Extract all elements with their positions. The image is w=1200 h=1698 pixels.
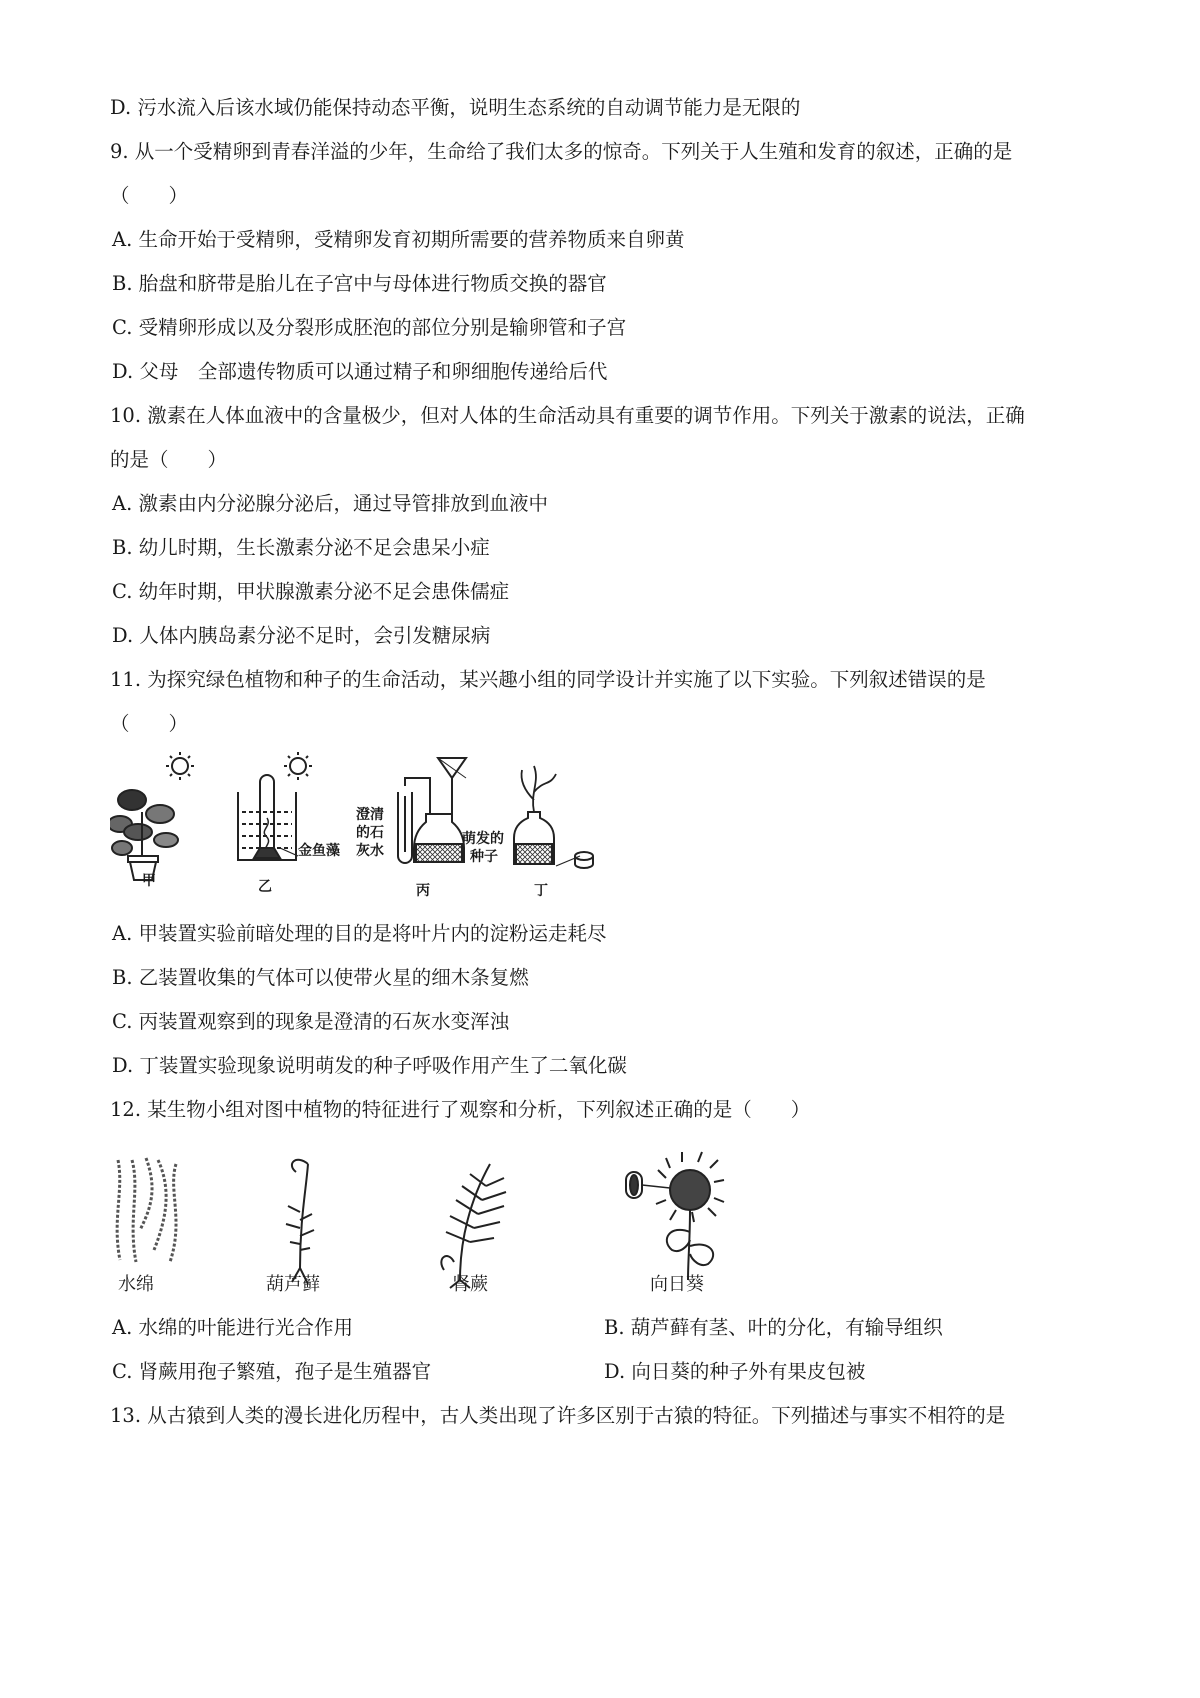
label-jinyuzao: 金鱼藻 — [298, 843, 340, 859]
q9-stem-line1: 9. 从一个受精卵到青春洋溢的少年，生命给了我们太多的惊奇。下列关于人生殖和发育的叙述，正确的是 — [110, 140, 1013, 163]
q9-option-b: B. 胎盘和脐带是胎儿在子宫中与母体进行物质交换的器官 — [112, 272, 607, 295]
q11-experiment-figure — [110, 752, 630, 912]
q10-option-c: C. 幼年时期，甲状腺激素分泌不足会患侏儒症 — [112, 580, 510, 603]
q12-plant-figure — [110, 1150, 790, 1300]
plant-xiangrikui — [626, 1152, 724, 1280]
device-ding — [514, 766, 593, 868]
device-bing — [398, 758, 466, 863]
caption-shenjue: 肾蕨 — [452, 1274, 488, 1295]
label-mengfa-1: 萌发的 — [462, 831, 504, 847]
q9-stem-line2: （ ） — [110, 184, 189, 207]
caption-huluxian: 葫芦藓 — [266, 1274, 320, 1295]
q10-option-b: B. 幼儿时期，生长激素分泌不足会患呆小症 — [112, 536, 490, 559]
q13-stem-line1: 13. 从古猿到人类的漫长进化历程中，古人类出现了许多区别于古猿的特征。下列描述与事实不相符的是 — [110, 1404, 1006, 1427]
q11-option-c: C. 丙装置观察到的现象是澄清的石灰水变浑浊 — [112, 1010, 510, 1033]
label-bing: 丙 — [416, 883, 430, 899]
q11-stem-line2: （ ） — [110, 712, 189, 735]
q11-stem-line1: 11. 为探究绿色植物和种子的生命活动，某兴趣小组的同学设计并实施了以下实验。下列叙述错误的是 — [110, 668, 986, 691]
label-mengfa-2: 种子 — [470, 849, 498, 865]
plant-huluxian — [286, 1160, 314, 1284]
plant-shuimian — [117, 1158, 176, 1262]
caption-xiangrikui: 向日葵 — [650, 1274, 704, 1295]
q12-option-a: A. 水绵的叶能进行光合作用 — [112, 1316, 353, 1339]
q10-option-a: A. 激素由内分泌腺分泌后，通过导管排放到血液中 — [112, 492, 548, 515]
q9-option-d: D. 父母 全部遗传物质可以通过精子和卵细胞传递给后代 — [112, 360, 608, 383]
q11-option-b: B. 乙装置收集的气体可以使带火星的细木条复燃 — [112, 966, 529, 989]
q9-option-a: A. 生命开始于受精卵，受精卵发育初期所需要的营养物质来自卵黄 — [112, 228, 685, 251]
q10-stem-line1: 10. 激素在人体血液中的含量极少，但对人体的生命活动具有重要的调节作用。下列关于激素的说法，正确 — [110, 404, 1025, 427]
q10-option-d: D. 人体内胰岛素分泌不足时，会引发糖尿病 — [112, 624, 491, 647]
caption-shuimian: 水绵 — [118, 1274, 154, 1295]
q10-stem-line2: 的是（ ） — [110, 448, 228, 471]
label-chengqing-3: 灰水 — [356, 843, 384, 859]
label-yi: 乙 — [258, 879, 272, 895]
q11-option-a: A. 甲装置实验前暗处理的目的是将叶片内的淀粉运走耗尽 — [112, 922, 607, 945]
label-jia: 甲 — [142, 873, 156, 889]
q12-option-b: B. 葫芦藓有茎、叶的分化，有输导组织 — [604, 1316, 943, 1339]
q12-stem: 12. 某生物小组对图中植物的特征进行了观察和分析，下列叙述正确的是（ ） — [110, 1098, 811, 1121]
q12-option-c: C. 肾蕨用孢子繁殖，孢子是生殖器官 — [112, 1360, 432, 1383]
q11-option-d: D. 丁装置实验现象说明萌发的种子呼吸作用产生了二氧化碳 — [112, 1054, 627, 1077]
q9-option-c: C. 受精卵形成以及分裂形成胚泡的部位分别是输卵管和子宫 — [112, 316, 627, 339]
q8-option-d: D. 污水流入后该水域仍能保持动态平衡，说明生态系统的自动调节能力是无限的 — [110, 96, 801, 119]
device-jia — [110, 752, 194, 880]
plant-shenjue — [441, 1164, 506, 1288]
label-ding: 丁 — [534, 883, 548, 899]
q12-option-d: D. 向日葵的种子外有果皮包被 — [604, 1360, 866, 1383]
label-chengqing-1: 澄清 — [356, 807, 384, 823]
label-chengqing-2: 的石 — [356, 825, 384, 841]
